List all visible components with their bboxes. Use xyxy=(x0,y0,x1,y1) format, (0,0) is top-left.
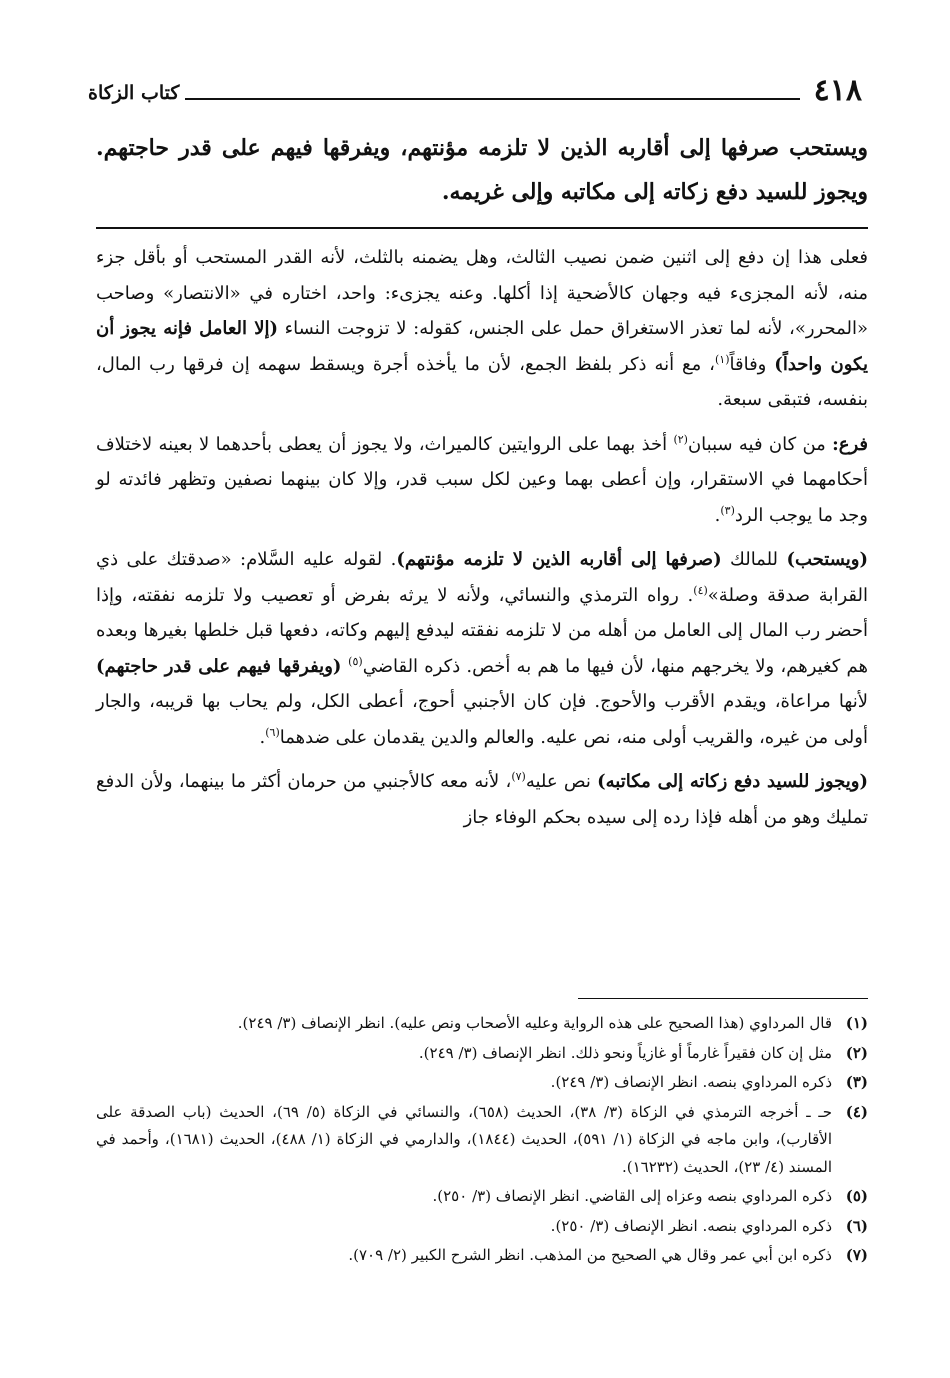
footnote-text: ذكره المرداوي بنصه. انظر الإنصاف (٣/ ٢٤٩). xyxy=(550,1073,832,1091)
footnote-item xyxy=(96,1010,868,1038)
footnote-number: (٧) xyxy=(845,1246,868,1264)
footnote-item xyxy=(96,1213,868,1241)
text-segment: ، مع أنه ذكر بلفظ الجمع، لأن ما يأخذه أجرة ويسقط سهمه إن فرقها رب المال، بنفسه، فتبقى سبعة. xyxy=(96,353,868,410)
footnote-text: ذكره المرداوي بنصه وعزاه إلى القاضي. انظر الإنصاف (٣/ ٢٥٠). xyxy=(432,1187,832,1205)
commentary-paragraph-2 xyxy=(96,427,868,534)
footnote-ref-7[interactable]: (٧) xyxy=(511,770,526,783)
footnote-text: ذكره المرداوي بنصه. انظر الإنصاف (٣/ ٢٥٠). xyxy=(550,1216,832,1235)
text-segment: . لقوله عليه السَّلام: «صدقتك على ذي القرابة صدقة وصلة» xyxy=(96,549,868,606)
footnote-ref-4[interactable]: (٤) xyxy=(693,583,708,597)
matn-separator xyxy=(96,227,868,229)
header-rule xyxy=(185,98,799,100)
footnote-text: حـ ـ أخرجه الترمذي في الزكاة (٣/ ٣٨)، الحديث (٦٥٨)، والنسائي في الزكاة (٥/ ٦٩)، الحديث (باب الصدقة على الأقارب)، وابن ماجه في الزكاة (١/ ٥٩١)، الحديث (١٨٤٤)، والدارمي في الزكاة (١/ ٤٨٨)، الحديث (١٦٨١)، وأحمد في المسند (٤/ ٢٣)، الحديث (١٦٢٣٢). xyxy=(96,1102,833,1176)
page-header xyxy=(88,66,862,106)
page-number: ٤١٨ xyxy=(813,73,862,108)
footnote-number: (٣) xyxy=(845,1073,868,1091)
footnote-item xyxy=(96,1183,868,1211)
footnote-ref-6[interactable]: (٦) xyxy=(265,725,280,739)
footnote-item xyxy=(96,1099,868,1182)
text-segment: فعلى هذا إن دفع إلى اثنين ضمن نصيب الثالث، وهل يضمنه بالثلث، لأنه القدر المستحب أو بأقل جزء منه، لأنه المجزىء فيه وجهان كالأضحية إذا أكلها. وعنه يجزىء: واحد، اختاره في «الانتصار» وصاحب «المحرر»، لأنه لما تعذر الاستغراق حمل على الجنس، كقوله: لا تزوجت النساء xyxy=(96,247,868,339)
section-label-far: فرع: xyxy=(832,433,868,455)
quoted-matn: (ويستحب) xyxy=(786,549,868,570)
text-segment: أخذ بهما على الروايتين كالميراث، ولا يجوز أن يعطى بأحدهما لا بعينه لاختلاف أحكامهما في الاستقرار، وإن أعطى بهما وعين لكل سبب قدر، وإلا كان بينهما نصفين وتظهر فائدته لو وجد ما يوجب الرد xyxy=(96,433,868,526)
footnote-ref-5[interactable]: (٥) xyxy=(348,654,363,668)
footnote-number: (١) xyxy=(845,1014,868,1032)
text-segment: نص عليه xyxy=(525,771,598,792)
commentary-paragraph-4 xyxy=(96,764,868,835)
footnote-text: مثل إن كان فقيراً غارماً أو غازياً ونحو ذلك. انظر الإنصاف (٣/ ٢٤٩). xyxy=(418,1043,832,1062)
text-segment: للمالك xyxy=(721,549,787,570)
footnote-text: قال المرداوي (هذا الصحيح على هذه الرواية وعليه الأصحاب ونص عليه). انظر الإنصاف (٣/ ٢٤٩). xyxy=(237,1014,832,1032)
quoted-matn: (ويجوز للسيد دفع زكاته إلى مكاتبه) xyxy=(597,771,868,792)
quoted-matn: (صرفها إلى أقاربه الذين لا تلزمه مؤنتهم) xyxy=(396,549,722,570)
footnote-number: (٢) xyxy=(845,1043,868,1062)
quoted-matn: (إلا العامل فإنه يجوز أن يكون واحداً) xyxy=(96,318,869,375)
text-segment: . xyxy=(714,504,721,526)
footnotes xyxy=(96,1010,868,1272)
book-title: كتاب الزكاة xyxy=(88,82,180,104)
quoted-matn: (ويفرقها فيهم على قدر حاجتهم) xyxy=(96,655,349,677)
footnote-item xyxy=(96,1040,868,1068)
footnote-ref-2[interactable]: (٢) xyxy=(673,432,688,446)
footnote-ref-1[interactable]: (١) xyxy=(714,352,730,366)
footnote-number: (٤) xyxy=(845,1102,868,1121)
text-segment: من كان فيه سببان xyxy=(687,433,833,455)
text-segment: ، لأنه معه كالأجنبي من حرمان أكثر ما بينهما، ولأن الدفع تمليك وهو من أهله فإذا رده إلى سيده بحكم الوفاء جاز xyxy=(96,771,868,828)
footnote-text: ذكره ابن أبي عمر وقال هي الصحيح من المذهب. انظر الشرح الكبير (٢/ ٧٠٩). xyxy=(348,1246,832,1264)
footnote-number: (٥) xyxy=(845,1187,868,1205)
text-segment: . xyxy=(259,726,266,748)
footnote-item xyxy=(96,1242,868,1270)
matn-text: ويستحب صرفها إلى أقاربه الذين لا تلزمه مؤنتهم، ويفرقها فيهم على قدر حاجتهم. ويجوز للسيد دفع زكاته إلى مكاتبه وإلى غريمه. xyxy=(96,135,868,205)
footnote-number: (٦) xyxy=(845,1216,868,1235)
footnote-item xyxy=(96,1069,868,1097)
commentary xyxy=(96,240,868,844)
text-segment: وفاقاً xyxy=(729,353,775,375)
commentary-paragraph-3 xyxy=(96,542,868,755)
text-segment: . رواه الترمذي والنسائي، ولأنه لا يرثه بفرض أو تعصيب ولا تلزمه نفقته، وإذا أحضر رب المال إلى العامل من أهله من لا تلزمه نفقته ليدفع إليهم وكاته، دفعها قبل خلطها بغيرها وبعده هم كغيرهم، ولا يخرجهم منها، لأن فيها ما هم به أخص. ذكره القاضي xyxy=(96,584,868,677)
footnote-separator xyxy=(578,998,868,999)
commentary-paragraph-1 xyxy=(96,240,868,418)
footnote-ref-3[interactable]: (٣) xyxy=(720,503,735,517)
text-segment: لأنها مراعاة، ويقدم الأقرب والأحوج. فإن كان الأجنبي أحوج، أعطى الكل، ولم يحاب بها قريبه، والجار أولى من غيره، والقريب أولى منه، نص عليه. والعالم والدين يقدمان على ضدهما xyxy=(96,691,868,748)
